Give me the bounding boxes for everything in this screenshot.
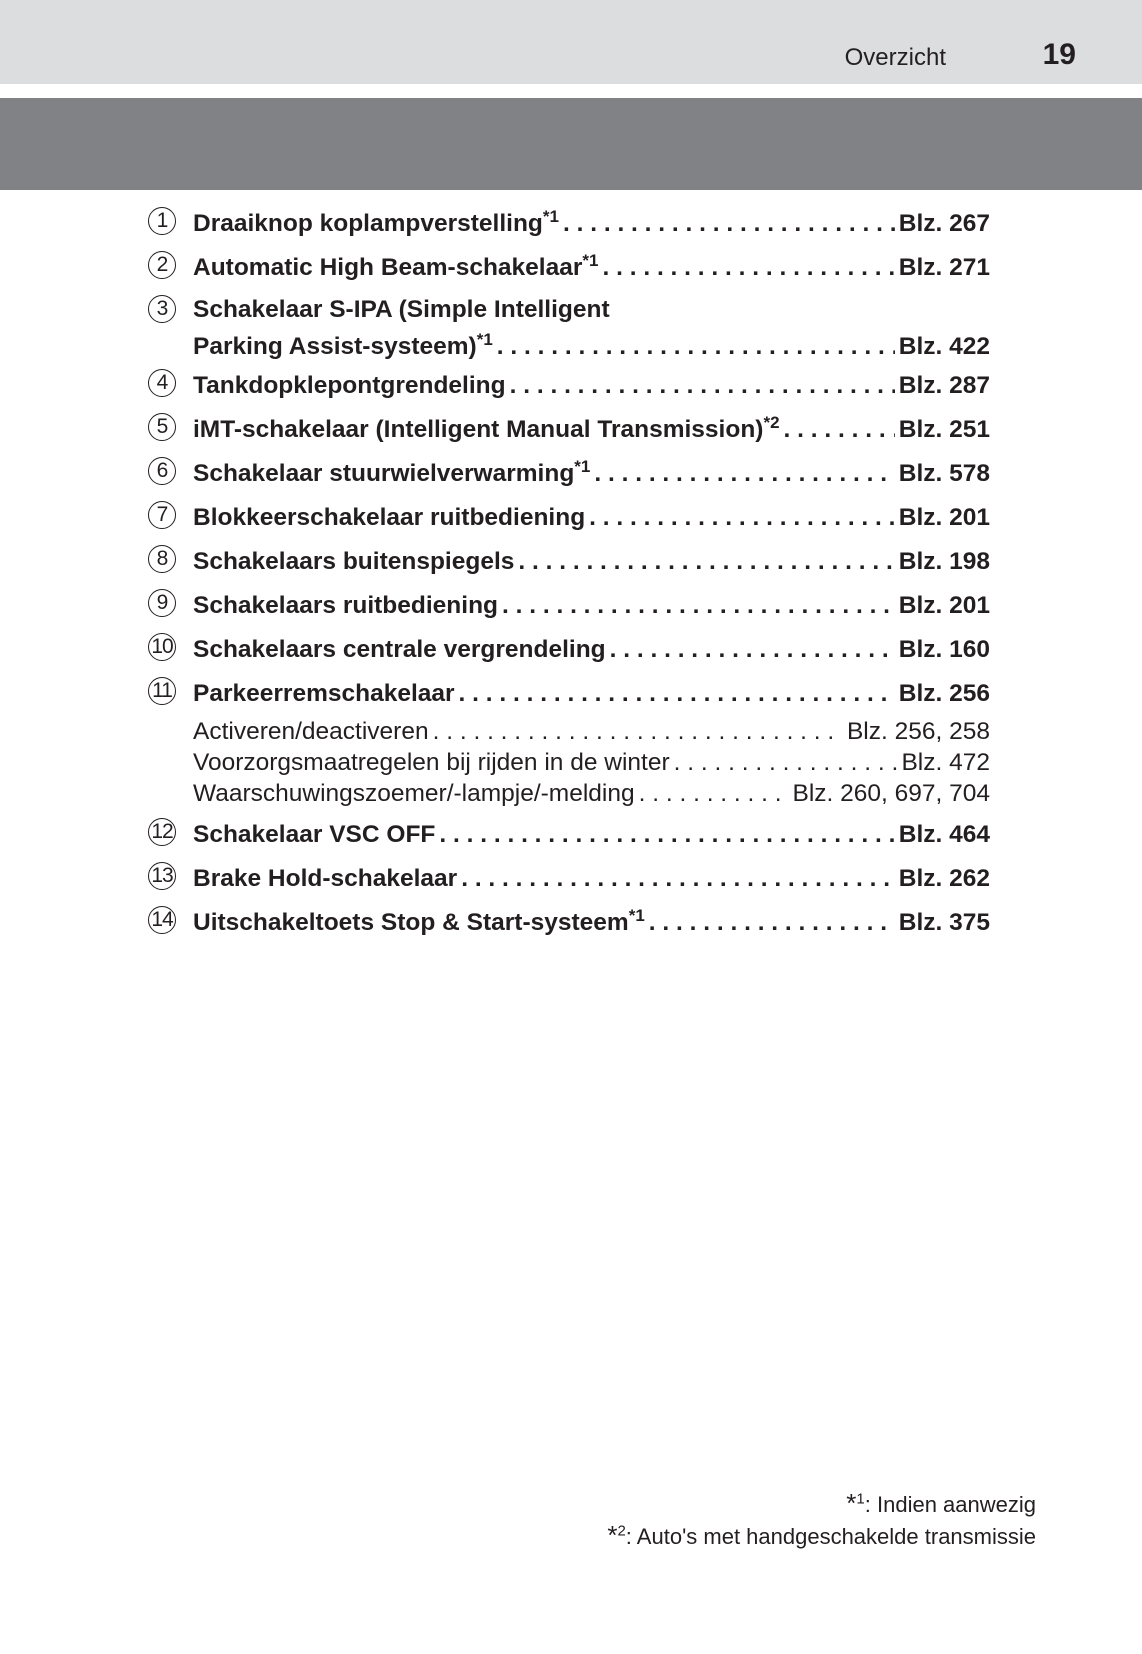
dot-leader (563, 202, 895, 246)
table-of-contents (146, 202, 990, 945)
toc-line (193, 408, 990, 452)
toc-entry (146, 857, 990, 901)
footnote-mark: *1 (476, 330, 493, 349)
toc-entry (146, 672, 990, 813)
item-number-circle: 2 (148, 251, 176, 279)
page-reference: Blz. 262 (898, 865, 990, 892)
toc-entry (146, 246, 990, 290)
item-number-circle: 12 (148, 818, 176, 846)
entry-title: Parking Assist-systeem)$^{*1}$ (193, 330, 493, 360)
toc-line (193, 747, 990, 778)
entry-title: Schakelaar stuurwielverwarming$^{*1}$ (193, 456, 591, 487)
dot-leader (510, 364, 895, 408)
entry-title: Blokkeerschakelaar ruitbediening (193, 504, 586, 531)
toc-line (193, 330, 990, 364)
toc-entry (146, 584, 990, 628)
page-reference: Blz. 464 (898, 821, 990, 848)
section-title: Overzicht (844, 44, 946, 71)
entry-title: Voorzorgsmaatregelen bij rijden in de winter (193, 749, 670, 776)
footnote-number: 1 (856, 1490, 865, 1508)
dot-leader (461, 857, 895, 901)
toc-line (193, 364, 990, 408)
entry-title: Activeren/deactiveren (193, 718, 429, 745)
dot-leader (433, 716, 843, 747)
page-reference: Blz. 201 (898, 592, 990, 619)
entry-title: Tankdopklepontgrendeling (193, 372, 506, 399)
footnote-star: * (607, 1520, 618, 1550)
footnote-text: : Indien aanwezig (864, 1492, 1036, 1517)
toc-line (193, 584, 990, 628)
page-reference: Blz. 422 (898, 333, 990, 360)
footnotes (607, 1488, 1036, 1552)
dot-leader (594, 452, 894, 496)
toc-entry (146, 202, 990, 246)
page-reference: Blz. 160 (898, 636, 990, 663)
toc-line (193, 202, 990, 246)
item-number-circle: 13 (148, 862, 176, 890)
footnote (607, 1488, 1036, 1520)
toc-entry (146, 540, 990, 584)
dot-leader (518, 540, 894, 584)
page-reference: Blz. 271 (898, 254, 990, 281)
entry-title: Schakelaars buitenspiegels (193, 548, 515, 575)
dot-leader (602, 246, 894, 290)
page-reference: Blz. 251 (898, 416, 990, 443)
page-reference: Blz. 256 (898, 680, 990, 707)
dot-leader (784, 408, 895, 452)
dot-leader (497, 330, 895, 364)
item-number-circle: 7 (148, 501, 176, 529)
page-reference: Blz. 375 (898, 909, 990, 936)
toc-line (193, 716, 990, 747)
dot-leader (649, 901, 895, 945)
item-number-circle: 8 (148, 545, 176, 573)
page-reference: Blz. 260, 697, 704 (792, 780, 990, 807)
toc-entry (146, 628, 990, 672)
dot-leader (589, 496, 895, 540)
entry-title: Automatic High Beam-schakelaar$^{*1}$ (193, 250, 599, 281)
sub-entries (146, 716, 990, 809)
toc-line (193, 628, 990, 672)
entry-title: Waarschuwingszoemer/-lampje/-melding (193, 780, 635, 807)
footnote (607, 1520, 1036, 1552)
toc-line (193, 778, 990, 809)
toc-line (193, 496, 990, 540)
entry-title: Schakelaars centrale vergrendeling (193, 636, 606, 663)
dot-leader (674, 747, 898, 778)
item-number-circle: 5 (148, 413, 176, 441)
toc-entry (146, 452, 990, 496)
dot-leader (502, 584, 895, 628)
footnote-mark: *2 (763, 412, 780, 432)
footnote-mark: *1 (628, 905, 645, 925)
page-reference: Blz. 198 (898, 548, 990, 575)
entry-title: Schakelaar S-IPA (Simple Intelligent (193, 296, 610, 323)
toc-line (193, 290, 990, 330)
item-number-circle: 9 (148, 589, 176, 617)
toc-line (193, 813, 990, 857)
footnote-star: * (846, 1488, 857, 1518)
item-number-circle: 4 (148, 369, 176, 397)
item-number-circle: 10 (148, 633, 176, 661)
header-divider (0, 84, 1142, 98)
entry-title: Brake Hold-schakelaar (193, 865, 458, 892)
toc-entry (146, 290, 990, 364)
toc-line (193, 672, 990, 716)
dot-leader (610, 628, 895, 672)
entry-title: iMT-schakelaar (Intelligent Manual Transmission)$^{*2}$ (193, 412, 780, 443)
item-number-circle: 3 (148, 295, 176, 323)
page-reference: Blz. 472 (901, 749, 990, 776)
page-number: 19 (1042, 38, 1076, 71)
toc-line (193, 452, 990, 496)
item-number-circle: 11 (148, 677, 176, 705)
entry-title: Parkeerremschakelaar (193, 680, 455, 707)
item-number-circle: 1 (148, 207, 176, 235)
toc-line (193, 901, 990, 945)
toc-entry (146, 901, 990, 945)
dot-leader (639, 778, 789, 809)
page-reference: Blz. 267 (898, 210, 990, 237)
item-number-circle: 14 (148, 906, 176, 934)
page-reference: Blz. 578 (898, 460, 990, 487)
toc-line (193, 246, 990, 290)
footnote-mark: *1 (574, 456, 591, 476)
toc-entry (146, 408, 990, 452)
dot-leader (439, 813, 894, 857)
entry-title: Uitschakeltoets Stop & Start-systeem$^{*1}$ (193, 905, 645, 936)
dot-leader (459, 672, 895, 716)
entry-title: Schakelaars ruitbediening (193, 592, 498, 619)
page-reference: Blz. 201 (898, 504, 990, 531)
footnote-mark: *1 (582, 250, 599, 270)
toc-entry (146, 496, 990, 540)
item-number-circle: 6 (148, 457, 176, 485)
entry-title: Schakelaar VSC OFF (193, 821, 436, 848)
page-reference: Blz. 256, 258 (846, 718, 990, 745)
footnote-number: 2 (617, 1522, 626, 1540)
toc-line (193, 540, 990, 584)
gray-title-band (0, 98, 1142, 190)
toc-entry (146, 813, 990, 857)
header-band (0, 0, 1142, 84)
toc-line (193, 857, 990, 901)
toc-entry (146, 364, 990, 408)
entry-title: Draaiknop koplampverstelling$^{*1}$ (193, 206, 559, 237)
page-reference: Blz. 287 (898, 372, 990, 399)
footnote-mark: *1 (542, 206, 559, 226)
footnote-text: : Auto's met handgeschakelde transmissie (625, 1524, 1036, 1549)
